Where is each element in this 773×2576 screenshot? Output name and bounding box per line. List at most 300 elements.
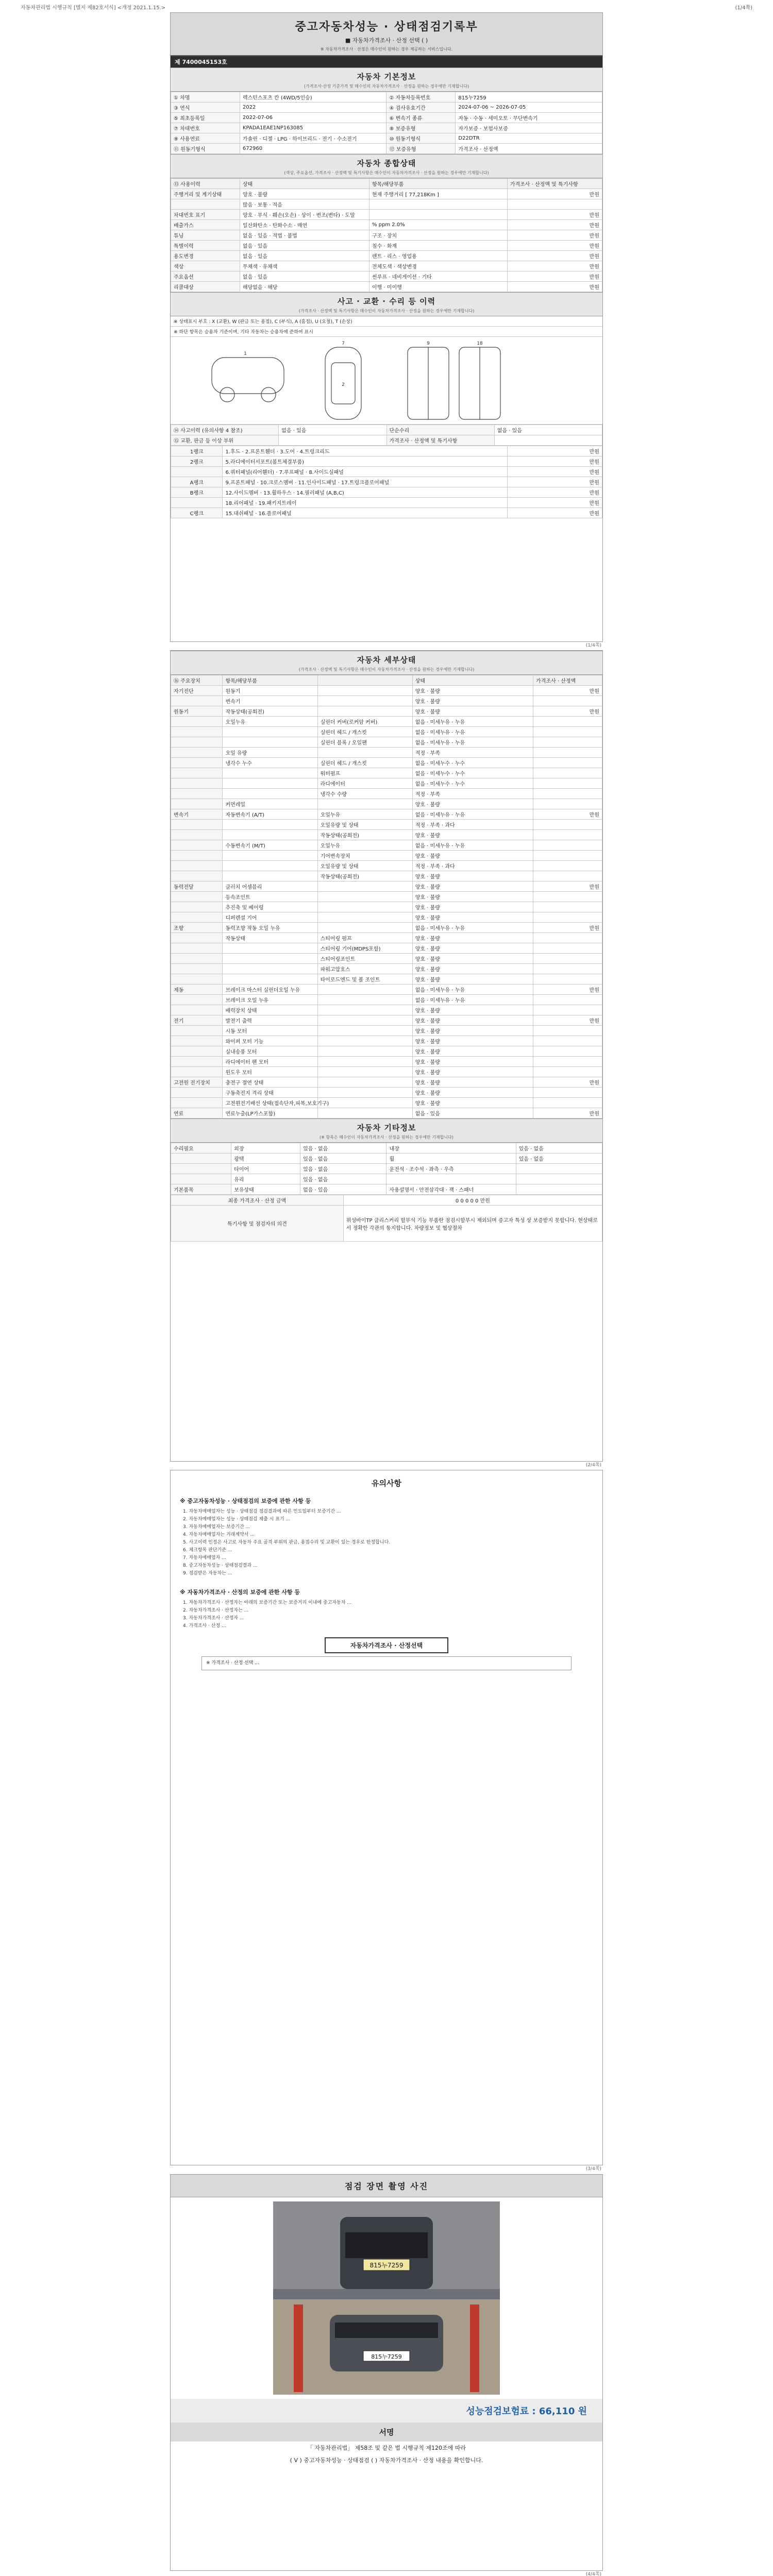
outer-panel-row [171, 446, 602, 456]
doc-title: 중고자동차성능 · 상태점검기록부 [295, 21, 478, 33]
detail-row [171, 1026, 602, 1036]
etc-cell: 기본품목 [171, 1184, 231, 1195]
detail-cell [533, 933, 602, 943]
basic-value: 가격조사 · 산정액 [456, 144, 602, 154]
summary-cell: 배출가스 [171, 220, 240, 230]
detail-cell: 수동변속기 (M/T) [223, 840, 317, 851]
detail-row [171, 737, 602, 748]
detail-cell: 없음 · 미세누유 · 누유 [412, 995, 533, 1005]
basic-label: ④ 검사유효기간 [386, 103, 456, 113]
etc-row [171, 1164, 602, 1174]
detail-cell: 없음 · 미세누유 · 누유 [412, 985, 533, 995]
detail-cell [223, 954, 317, 964]
basic-value: 자가보증 · 보험사보증 [456, 123, 602, 133]
detail-cell [171, 789, 223, 799]
detail-row [171, 799, 602, 809]
detail-cell: 작동상태 [223, 933, 317, 943]
basic-row [171, 144, 602, 154]
detail-cell: 만원 [533, 1015, 602, 1026]
basic-value: D22DTR [456, 133, 602, 144]
detail-row [171, 923, 602, 933]
section-accident-note: (가격조사 · 산정액 및 특기사항은 매수인이 자동차가격조사 · 산정을 원하는 경우에만 기재합니다) [298, 309, 475, 313]
detail-cell: 디퍼렌셜 기어 [223, 912, 317, 923]
basic-label: ⑦ 차대번호 [171, 123, 240, 133]
detail-cell: 양호 · 불량 [412, 974, 533, 985]
detail-cell: 윈도우 모터 [223, 1067, 317, 1077]
detail-cell: 양호 · 불량 [412, 1036, 533, 1046]
summary-row [171, 241, 602, 251]
detail-cell [533, 799, 602, 809]
detail-cell [533, 717, 602, 727]
detail-cell: 만원 [533, 686, 602, 696]
detail-cell: 스티어링조인트 [317, 954, 412, 964]
detail-row [171, 912, 602, 923]
detail-cell: 양호 · 불량 [412, 933, 533, 943]
detail-cell [317, 706, 412, 717]
detail-row [171, 964, 602, 974]
price-selection-stamp: 자동차가격조사 · 산정선택 [325, 1637, 448, 1653]
detail-cell: 양호 · 불량 [412, 851, 533, 861]
detail-cell [533, 1067, 602, 1077]
detail-cell: 없음 · 미세누유 · 누유 [412, 923, 533, 933]
summary-cell: 렌트 · 리스 · 영업용 [369, 251, 508, 261]
detail-cell: 고전원 전기장치 [171, 1077, 223, 1088]
detail-cell [533, 830, 602, 840]
final-price-label: 최종 가격조사 · 산정 금액 [171, 1195, 344, 1206]
summary-cell [507, 199, 602, 210]
notice-paragraph: 3. 자동차매매업자는 보증기간 ... [183, 1524, 250, 1530]
detail-cell: 양호 · 불량 [412, 943, 533, 954]
summary-cell: 특별이력 [171, 241, 240, 251]
detail-cell [171, 851, 223, 861]
detail-cell [223, 768, 317, 778]
section-summary-note: (색상, 주요옵션, 가격조사 · 산정액 및 특기사항은 매수인이 자동차가격조사 · 산정을 원하는 경우에만 기재합니다) [284, 171, 489, 175]
detail-cell: 원동기 [171, 706, 223, 717]
detail-cell [533, 1005, 602, 1015]
detail-cell: 양호 · 불량 [412, 1015, 533, 1026]
outer-panel-row [171, 477, 602, 487]
section-accident-title: 사고 · 교환 · 수리 등 이력 [337, 297, 436, 306]
sign-note-2: ( V ) 중고자동차성능 · 상태점검 ( ) 자동차가격조사 · 산정 내용을 확인합니다. [290, 2457, 483, 2464]
detail-cell: 시동 모터 [223, 1026, 317, 1036]
notice-paragraph: 4. 자동차매매업자는 거래계약서 ... [183, 1532, 255, 1537]
detail-cell: 실내송풍 모터 [223, 1046, 317, 1057]
svg-text:18: 18 [477, 341, 483, 346]
summary-cell: 리콜대상 [171, 282, 240, 292]
detail-cell [533, 1098, 602, 1108]
detail-cell: 작동상태(공회전) [223, 706, 317, 717]
summary-row [171, 251, 602, 261]
detail-cell [533, 758, 602, 768]
page-2 [170, 650, 603, 1468]
detail-cell [317, 923, 412, 933]
detail-cell: 만원 [533, 923, 602, 933]
page-1 [170, 12, 603, 648]
detail-cell: 오일 유량 [223, 748, 317, 758]
summary-cell: 만원 [507, 261, 602, 272]
detail-cell [317, 882, 412, 892]
detail-cell: 없음 · 미세누유 · 누유 [412, 809, 533, 820]
detail-cell [171, 912, 223, 923]
detail-row [171, 1067, 602, 1077]
form-reference: 자동차관리법 시행규칙 [별지 제82호서식] <개정 2021.1.15.> [21, 5, 166, 11]
detail-cell: 구동축전지 격리 상태 [223, 1088, 317, 1098]
detail-cell [533, 768, 602, 778]
detail-cell: 없음 · 미세누수 · 누수 [412, 758, 533, 768]
detail-cell: 양호 · 불량 [412, 830, 533, 840]
detail-row [171, 706, 602, 717]
etc-cell: 유리 [231, 1174, 300, 1184]
etc-cell [171, 1174, 231, 1184]
section-detail-header [171, 651, 602, 675]
summary-cell: 썬루프 · 네비게이션 · 기타 [369, 272, 508, 282]
detail-cell [171, 1005, 223, 1015]
detail-cell: 양호 · 불량 [412, 902, 533, 912]
car-outline-diagram [171, 337, 602, 425]
detail-cell: 원동기 [223, 686, 317, 696]
detail-row [171, 1005, 602, 1015]
detail-cell: 양호 · 불량 [412, 892, 533, 902]
detail-cell: 적정 · 부족 · 과다 [412, 820, 533, 830]
detail-row [171, 686, 602, 696]
detail-row [171, 748, 602, 758]
detail-cell [171, 933, 223, 943]
notice-paragraph: 8. 중고자동차성능 · 상태점검결과 ... [183, 1563, 258, 1568]
detail-cell [223, 727, 317, 737]
detail-row [171, 1015, 602, 1026]
summary-cell: 일산화탄소 · 탄화수소 · 매연 [240, 220, 369, 230]
summary-cell: 만원 [507, 272, 602, 282]
outer-panel-items: 15.대쉬패널 · 16.플로어패널 [223, 508, 507, 518]
detail-cell: 양호 · 불량 [412, 1098, 533, 1108]
detail-row [171, 954, 602, 964]
section-etc-title: 자동차 기타정보 [357, 1123, 416, 1132]
detail-header-cell: 가격조사 · 산정액 [533, 675, 602, 686]
detail-cell [171, 1067, 223, 1077]
detail-cell: 발전기 출력 [223, 1015, 317, 1026]
detail-cell: 동력전달 [171, 882, 223, 892]
detail-cell [171, 727, 223, 737]
notice-paragraph: 1. 자동차가격조사 · 산정자는 아래의 보증기간 또는 보증거리 이내에 중고자동차 ... [183, 1600, 351, 1605]
detail-row [171, 830, 602, 840]
detail-cell: 없음 · 미세누수 · 누수 [412, 768, 533, 778]
detail-cell [533, 778, 602, 789]
detail-cell [223, 861, 317, 871]
etc-cell [516, 1174, 602, 1184]
accident-row [171, 435, 602, 446]
detail-cell: 작동상태(공회전) [317, 871, 412, 882]
detail-cell [223, 943, 317, 954]
summary-cell: 튜닝 [171, 230, 240, 241]
detail-cell [223, 789, 317, 799]
outer-panel-price: 만원 [507, 477, 602, 487]
svg-text:1: 1 [244, 351, 247, 357]
section-summary-title: 자동차 종합상태 [357, 159, 416, 168]
detail-cell [317, 799, 412, 809]
detail-cell: 양호 · 불량 [412, 1026, 533, 1036]
detail-row [171, 820, 602, 830]
etc-cell: 운전석 · 조수석 · 좌측 · 우측 [386, 1164, 516, 1174]
notice-paragraph: 2. 자동차매매업자는 성능 · 상태점검 제출 시 표기 ... [183, 1517, 291, 1522]
detail-cell: 조향 [171, 923, 223, 933]
detail-cell [171, 830, 223, 840]
summary-row [171, 199, 602, 210]
basic-label: ⑤ 최초등록일 [171, 113, 240, 123]
basic-value: 2022-07-06 [240, 113, 386, 123]
detail-cell: 브레이크 마스터 실린더오일 누유 [223, 985, 317, 995]
detail-cell: 연료누출(LP가스포함) [223, 1108, 317, 1118]
summary-row [171, 272, 602, 282]
basic-value: 렉스턴스포츠 칸 (4WD/5인승) [240, 92, 386, 103]
page-indicator: (1/4쪽) [735, 5, 752, 11]
detail-cell [533, 851, 602, 861]
outer-panel-price: 만원 [507, 487, 602, 498]
outer-panel-rank: B랭크 [171, 487, 223, 498]
summary-cell: 만원 [507, 282, 602, 292]
detail-cell: 라디에이터 [317, 778, 412, 789]
outer-panel-price: 만원 [507, 498, 602, 508]
detail-cell [317, 1077, 412, 1088]
detail-cell: 파워고압호스 [317, 964, 412, 974]
detail-cell: 없음 · 미세누유 · 누유 [412, 727, 533, 737]
detail-cell: 없음 · 있음 [412, 1108, 533, 1118]
basic-info-table [171, 92, 602, 154]
detail-cell [223, 830, 317, 840]
notice-paragraph: 7. 자동차매매업자 ... [183, 1555, 226, 1561]
detail-cell: 커먼레일 [223, 799, 317, 809]
detail-cell [171, 1026, 223, 1036]
outer-panel-row [171, 498, 602, 508]
detail-row [171, 778, 602, 789]
detail-cell [317, 1005, 412, 1015]
detail-cell [533, 995, 602, 1005]
detail-row [171, 1057, 602, 1067]
notice-heading-1: ※ 중고자동차성능 · 상태점검의 보증에 관한 사항 등 [180, 1498, 311, 1504]
detail-cell: 오일누유 [223, 717, 317, 727]
section-basic-header [171, 67, 602, 92]
section-detail-title: 자동차 세부상태 [357, 655, 416, 665]
summary-cell: 전체도색 · 색상변경 [369, 261, 508, 272]
detail-cell [317, 892, 412, 902]
detail-cell [223, 851, 317, 861]
detail-cell: 양호 · 불량 [412, 706, 533, 717]
page-3 [170, 1470, 603, 2172]
outer-panel-rank: 1랭크 [171, 446, 223, 456]
detail-cell [171, 717, 223, 727]
accident-cell: ⑭ 사고이력 (유의사항 4 참조) [171, 425, 279, 435]
notice-paragraph: 3. 자동차가격조사 · 산정자 ... [183, 1616, 244, 1621]
detail-cell: 만원 [533, 809, 602, 820]
notice-paragraph: 2. 자동차가격조사 · 산정자는 ... [183, 1608, 249, 1613]
detail-row [171, 851, 602, 861]
summary-row [171, 261, 602, 272]
detail-cell: 작동상태(공회전) [317, 830, 412, 840]
outer-panel-items: 12.사이드멤버 · 13.휠하우스 · 14.필러패널 (A,B,C) [223, 487, 507, 498]
detail-cell: 클러치 어셈블리 [223, 882, 317, 892]
detail-table [171, 675, 602, 1118]
detail-cell: 오일유량 및 상태 [317, 861, 412, 871]
detail-row [171, 943, 602, 954]
outer-panel-row [171, 508, 602, 518]
page-number-1: (1/4쪽) [585, 643, 601, 648]
summary-cell: 만원 [507, 189, 602, 199]
accident-cell [279, 435, 386, 446]
etc-cell: 있음 · 없음 [300, 1154, 386, 1164]
detail-cell [171, 820, 223, 830]
etc-cell [516, 1164, 602, 1174]
basic-label: ⑧ 보증유형 [386, 123, 456, 133]
outer-panel-row [171, 467, 602, 477]
detail-cell: 적정 · 부족 · 과다 [412, 861, 533, 871]
notice-paragraph: 4. 가격조사 · 산정 ... [183, 1623, 226, 1629]
summary-row [171, 230, 602, 241]
detail-row [171, 985, 602, 995]
detail-cell: 변속기 [223, 696, 317, 706]
section-etc-header [171, 1118, 602, 1143]
detail-cell [533, 748, 602, 758]
summary-cell [369, 210, 508, 220]
detail-header-cell: 상태 [412, 675, 533, 686]
inspection-photo-image [273, 2201, 500, 2395]
detail-cell: 실린더 헤드 / 개스킷 [317, 727, 412, 737]
detail-row [171, 809, 602, 820]
doc-header-line [15, 3, 758, 10]
etc-cell [171, 1164, 231, 1174]
detail-cell: 만원 [533, 706, 602, 717]
accident-cell [494, 435, 602, 446]
detail-row [171, 882, 602, 892]
detail-cell: 변속기 [171, 809, 223, 820]
detail-cell: 추진축 및 베어링 [223, 902, 317, 912]
detail-cell [533, 902, 602, 912]
detail-cell [223, 964, 317, 974]
detail-cell [171, 861, 223, 871]
detail-cell [171, 1098, 223, 1108]
svg-text:2: 2 [342, 382, 345, 387]
detail-cell [533, 820, 602, 830]
detail-cell [171, 799, 223, 809]
notice-heading-2: ※ 자동차가격조사 · 산정의 보증에 관한 사항 등 [180, 1589, 300, 1596]
detail-cell [171, 995, 223, 1005]
detail-cell [171, 1046, 223, 1057]
accident-cell: 없음 · 있음 [279, 425, 386, 435]
detail-cell [533, 1057, 602, 1067]
detail-cell: 만원 [533, 985, 602, 995]
accident-cell: 단순수리 [386, 425, 494, 435]
etc-cell: 내장 [386, 1143, 516, 1154]
detail-cell [223, 737, 317, 748]
detail-cell [171, 748, 223, 758]
summary-header-cell: ⑬ 사용이력 [171, 179, 240, 189]
etc-cell: 있음 · 없음 [516, 1154, 602, 1164]
car-diagram [171, 337, 602, 425]
summary-cell: 없음 · 있음 · 적법 · 불법 [240, 230, 369, 241]
detail-row [171, 1098, 602, 1108]
outer-panel-table [171, 446, 602, 518]
basic-label: ⑫ 보증유형 [386, 144, 456, 154]
detail-cell: 냉각수 누수 [223, 758, 317, 768]
basic-value: 815누7259 [456, 92, 602, 103]
detail-row [171, 1046, 602, 1057]
basic-value: 자동 · 수동 · 세미오토 · 무단변속기 [456, 113, 602, 123]
outer-panel-price: 만원 [507, 467, 602, 477]
outer-panel-rank: A랭크 [171, 477, 223, 487]
detail-cell: 만원 [533, 882, 602, 892]
outer-panel-items: 18.리어패널 · 19.패키지트레이 [223, 498, 507, 508]
summary-cell: 현재 주행거리 [ 77,218Km ] [369, 189, 508, 199]
detail-cell [533, 727, 602, 737]
summary-cell: 없음 · 있음 [240, 241, 369, 251]
summary-cell: 양호 · 부식 · 훼손(오손) · 상이 · 변조(변타) · 도말 [240, 210, 369, 220]
detail-cell [533, 1026, 602, 1036]
detail-cell [317, 1036, 412, 1046]
summary-row [171, 210, 602, 220]
section-basic-title: 자동차 기본정보 [357, 72, 416, 81]
detail-cell: 워터펌프 [317, 768, 412, 778]
doc-note: ※ 자동차가격조사 · 산정은 매수인이 원하는 경우 제공하는 서비스입니다. [320, 47, 453, 52]
detail-cell [223, 871, 317, 882]
detail-cell: 적정 · 부족 [412, 748, 533, 758]
detail-cell [533, 943, 602, 954]
detail-cell [317, 995, 412, 1005]
special-notes-label: 특기사항 및 점검자의 의견 [171, 1206, 344, 1242]
summary-cell: 이행 · 미이행 [369, 282, 508, 292]
detail-cell: 양호 · 불량 [412, 1088, 533, 1098]
basic-value: 2022 [240, 103, 386, 113]
etc-cell: 광택 [231, 1154, 300, 1164]
summary-header-cell: 가격조사 · 산정액 및 특기사항 [507, 179, 602, 189]
detail-cell: 오일누유 [317, 840, 412, 851]
detail-row [171, 717, 602, 727]
doc-head [171, 13, 602, 56]
detail-cell: 적정 · 부족 [412, 789, 533, 799]
detail-cell [171, 768, 223, 778]
summary-cell: 침수 · 화재 [369, 241, 508, 251]
outer-panel-rank [171, 498, 223, 508]
basic-label: ② 자동차등록번호 [386, 92, 456, 103]
detail-row [171, 902, 602, 912]
plate-bottom: 815누7259 [371, 2353, 402, 2360]
detail-cell [171, 737, 223, 748]
detail-cell [317, 1067, 412, 1077]
detail-cell: 양호 · 불량 [412, 696, 533, 706]
outer-panel-row [171, 487, 602, 498]
detail-cell [317, 686, 412, 696]
summary-row [171, 282, 602, 292]
summary-cell: 해당없음 · 해당 [240, 282, 369, 292]
summary-row [171, 220, 602, 230]
detail-cell: 자동변속기 (A/T) [223, 809, 317, 820]
accident-cell: 가격조사 · 산정액 및 특기사항 [386, 435, 494, 446]
basic-value: 2024-07-06 ~ 2026-07-05 [456, 103, 602, 113]
detail-cell: 양호 · 불량 [412, 1046, 533, 1057]
detail-cell [533, 892, 602, 902]
detail-cell [171, 696, 223, 706]
detail-cell [171, 758, 223, 768]
page-number-2: (2/4쪽) [585, 1463, 601, 1468]
notice-paragraph: 6. 체크항목 판단기준 ... [183, 1548, 232, 1553]
detail-cell [171, 1057, 223, 1067]
detail-cell [317, 1108, 412, 1118]
detail-cell: 등속조인트 [223, 892, 317, 902]
etc-cell: 있음 · 없음 [300, 1164, 386, 1174]
summary-header-cell: 항목/해당부품 [369, 179, 508, 189]
sign-note-1: 「 자동차관리법」 제58조 및 같은 법 시행규칙 제120조에 따라 [307, 2445, 466, 2451]
summary-table [171, 178, 602, 292]
detail-row [171, 1036, 602, 1046]
special-notes-text: 위성바이TP 클리스커리 할부석 기능 부품란 점검시할부시 제외되며 증고자 특성 상 보증받지 못합니다. 현상태로서 정확한 각관의 통지합니다. 차량정보 및 협상절차 [343, 1206, 602, 1242]
detail-row [171, 933, 602, 943]
